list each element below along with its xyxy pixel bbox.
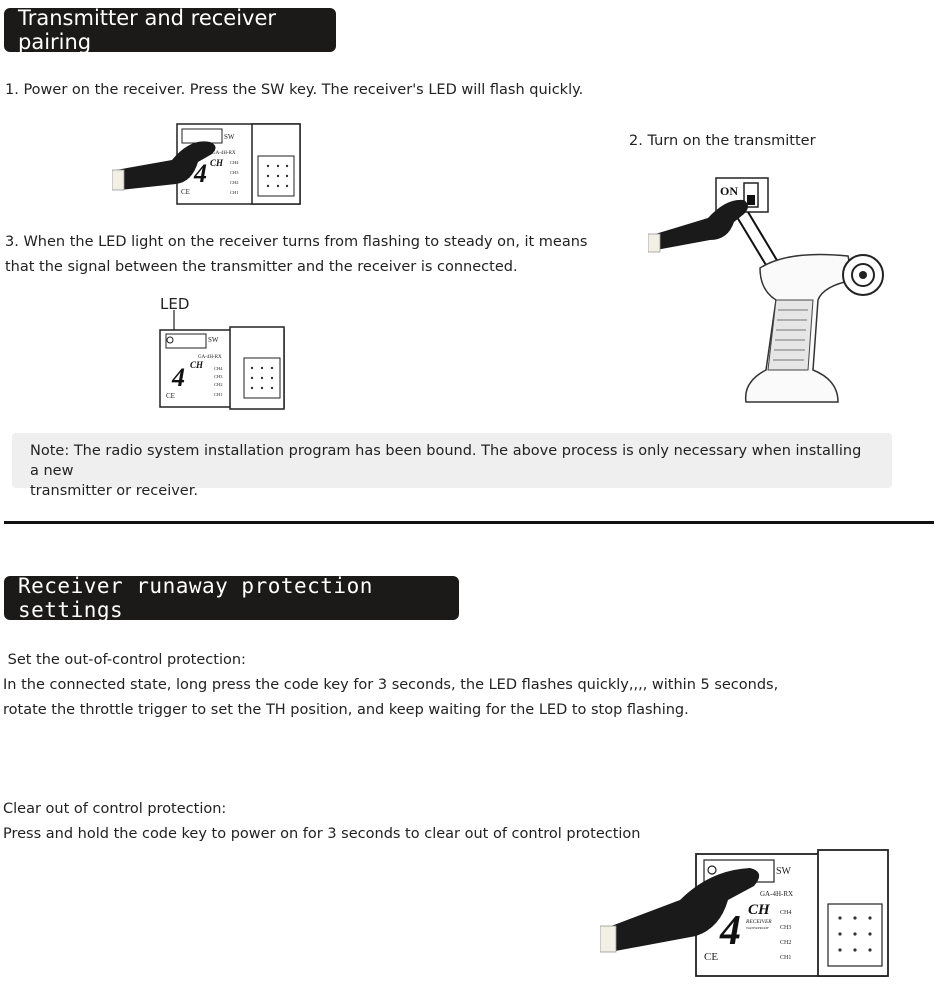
ch4-label-3: CH4 [780,910,792,916]
section-title-pairing-text: Transmitter and receiver pairing [18,6,277,54]
ch-suffix: CH [210,158,224,168]
step-3-text-line2: that the signal between the transmitter and the receiver is connected. [5,259,518,275]
led-label: LED [160,295,190,313]
ch3-label-3: CH3 [780,925,792,931]
step-3-text-line1: 3. When the LED light on the receiver turns from flashing to steady on, it means [5,234,588,250]
ch2-label-3: CH2 [780,940,792,946]
ch-suffix-2: CH [190,360,204,370]
sw-label-3: SW [776,866,791,877]
ch3-label-2: CH3 [214,374,223,379]
set-protection-heading: Set the out-of-control protection: [3,652,246,668]
clear-protection-heading: Clear out of control protection: [3,801,227,817]
ch-big-number: 4 [194,159,207,188]
note-box [12,433,892,499]
on-label: ON [720,184,738,198]
hand-icon-2 [652,200,748,250]
transmitter-on-illustration [648,170,888,420]
ch-big-number-3: 4 [720,908,741,954]
ch-suffix-3: CH [748,902,770,918]
ch3-label: CH3 [230,170,239,175]
ce-mark-3: CE [704,951,719,963]
set-protection-line1: In the connected state, long press the code key for 3 seconds, the LED flashes quickly,,,, within 5 seconds, [3,677,779,693]
ch2-label-2: CH2 [214,382,223,387]
note-line-1: Note: The radio system installation program has been bound. The above process is only necessary when installing a new [30,443,862,479]
sw-label-2: SW [208,336,219,344]
section-title-pairing [4,8,336,52]
ch1-label: CH1 [230,190,239,195]
section-divider [4,521,934,524]
model-label-2: GA-4H-RX [198,355,222,360]
sw-label: SW [224,133,235,141]
section-title-runaway-text: Receiver runaway protection settings [18,574,373,622]
ch4-label-2: CH4 [214,366,223,371]
receiver-word: RECEIVER [746,919,772,925]
receiver-led-illustration [158,310,288,410]
note-line-2: transmitter or receiver. [30,483,198,499]
section-title-runaway [4,576,459,620]
ch1-label-2: CH1 [214,392,223,397]
ch-big-number-2: 4 [172,363,185,392]
ch1-label-3: CH1 [780,955,792,961]
step-2-text: 2. Turn on the transmitter [629,133,816,149]
ch4-label: CH4 [230,160,239,165]
waterproof-word: WATERPROOF [746,926,769,930]
ch2-label: CH2 [230,180,239,185]
model-label-3: GA-4H-RX [760,890,794,898]
set-protection-line2: rotate the throttle trigger to set the TH position, and keep waiting for the LED to stop flashing. [3,702,689,718]
ce-mark: CE [181,188,190,196]
step-1-text: 1. Power on the receiver. Press the SW key. The receiver's LED will flash quickly. [5,82,584,98]
ce-mark-2: CE [166,392,175,400]
receiver-clear-protection-illustration [600,848,892,980]
clear-protection-line1: Press and hold the code key to power on for 3 seconds to clear out of control protection [3,826,641,842]
model-label: GA-4H-RX [212,151,236,156]
receiver-pressing-sw-illustration [112,120,304,208]
